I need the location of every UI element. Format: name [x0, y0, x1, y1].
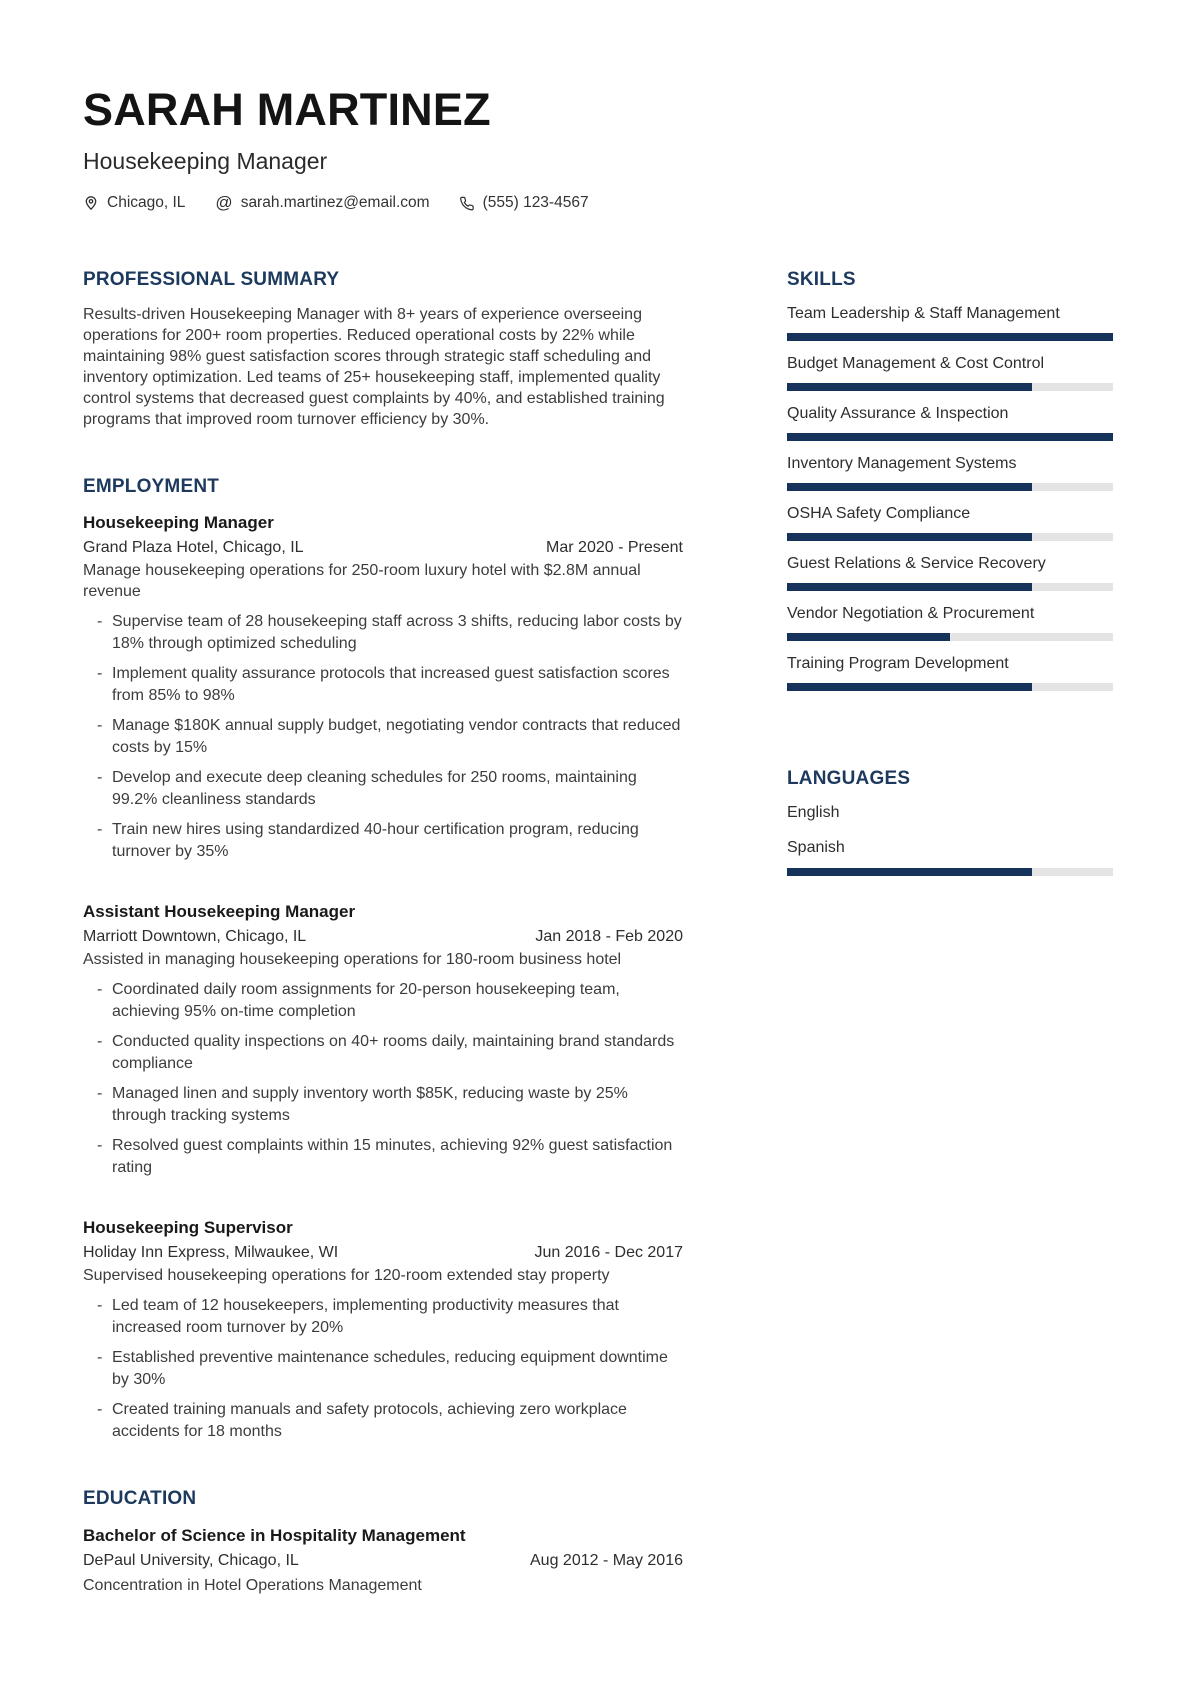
job-bullet: - Manage $180K annual supply budget, negotiating vendor contracts that reduced costs by 15% — [83, 715, 683, 758]
skill-bar-fill — [787, 583, 1032, 591]
skill-label: Inventory Management Systems — [787, 455, 1017, 473]
skill-bar-fill — [787, 483, 1032, 491]
degree-title: Bachelor of Science in Hospitality Management — [83, 1526, 466, 1546]
job-company: Holiday Inn Express, Milwaukee, WI — [83, 1244, 339, 1262]
skill-bar-track — [787, 533, 1113, 541]
job-meta-row — [83, 535, 683, 560]
skill-item — [787, 654, 1113, 691]
skill-bar-fill — [787, 433, 1113, 441]
language-bar-fill — [787, 868, 1032, 876]
skill-item — [787, 604, 1113, 641]
skill-item — [787, 404, 1113, 441]
job-bullet: - Created training manuals and safety protocols, achieving zero workplace accidents for 18 months — [83, 1399, 683, 1442]
job-bullet-list — [83, 979, 683, 1178]
education-note: Concentration in Hotel Operations Management — [83, 1577, 422, 1595]
education-dates: Aug 2012 - May 2016 — [530, 1552, 683, 1570]
skill-label: Quality Assurance & Inspection — [787, 405, 1009, 423]
left-column — [83, 269, 683, 1598]
skill-label: Guest Relations & Service Recovery — [787, 555, 1046, 573]
skill-item — [787, 454, 1113, 491]
job-description: Assisted in managing housekeeping operations for 180-room business hotel — [83, 951, 622, 969]
skills-heading: SKILLS — [787, 269, 856, 291]
phone-icon — [460, 196, 475, 211]
employment-heading: EMPLOYMENT — [83, 476, 220, 498]
job-entry — [83, 1216, 683, 1442]
job-meta-row — [83, 1240, 683, 1265]
contact-phone-text: (555) 123-4567 — [482, 194, 589, 212]
contact-location-text: Chicago, IL — [107, 194, 186, 212]
job-title: Housekeeping Supervisor — [83, 1218, 293, 1238]
job-dates: Mar 2020 - Present — [546, 539, 683, 557]
language-bar-track — [787, 868, 1113, 876]
skill-bar-fill — [787, 383, 1032, 391]
skill-bar-track — [787, 583, 1113, 591]
bullet-dash: - — [97, 1401, 103, 1419]
at-sign-icon: @ — [215, 193, 233, 213]
bullet-dash: - — [97, 717, 103, 735]
education-meta-row — [83, 1548, 683, 1573]
job-bullet: - Develop and execute deep cleaning schedules for 250 rooms, maintaining 99.2% cleanliness standards — [83, 767, 683, 810]
job-bullet: - Led team of 12 housekeepers, implementing productivity measures that increased room turnover by 20% — [83, 1295, 683, 1338]
skill-item — [787, 504, 1113, 541]
skill-bar-track — [787, 633, 1113, 641]
skill-label: OSHA Safety Compliance — [787, 505, 971, 523]
bullet-dash: - — [97, 769, 103, 787]
contact-email — [215, 193, 429, 213]
skill-label: Team Leadership & Staff Management — [787, 305, 1060, 323]
right-column — [787, 269, 1113, 1598]
summary-heading: PROFESSIONAL SUMMARY — [83, 269, 340, 291]
skill-label: Vendor Negotiation & Procurement — [787, 605, 1035, 623]
bullet-dash: - — [97, 613, 103, 631]
job-bullet: - Implement quality assurance protocols that increased guest satisfaction scores from 85% to 98% — [83, 663, 683, 706]
bullet-dash: - — [97, 981, 103, 999]
skill-bar-fill — [787, 533, 1032, 541]
job-description: Manage housekeeping operations for 250-room luxury hotel with $2.8M annual revenue — [83, 562, 641, 601]
bullet-dash: - — [97, 1085, 103, 1103]
job-entry — [83, 900, 683, 1178]
contact-email-text: sarah.martinez@email.com — [240, 194, 430, 212]
job-dates: Jun 2016 - Dec 2017 — [534, 1244, 683, 1262]
job-title: Assistant Housekeeping Manager — [83, 902, 356, 922]
languages-section — [787, 768, 1113, 876]
skill-label: Budget Management & Cost Control — [787, 355, 1045, 373]
job-title: Housekeeping Manager — [83, 513, 274, 533]
job-bullet-list — [83, 611, 683, 862]
employment-section — [83, 476, 683, 1442]
language-item — [787, 803, 1113, 823]
language-item — [787, 838, 1113, 876]
contact-phone — [460, 194, 589, 212]
skill-bar-track — [787, 433, 1113, 441]
resume-header — [83, 86, 1113, 213]
candidate-name: SARAH MARTINEZ — [83, 84, 491, 135]
languages-heading: LANGUAGES — [787, 768, 911, 790]
job-company: Grand Plaza Hotel, Chicago, IL — [83, 539, 304, 557]
job-dates: Jan 2018 - Feb 2020 — [535, 928, 683, 946]
skill-item — [787, 554, 1113, 591]
job-bullet: - Train new hires using standardized 40-hour certification program, reducing turnover by 35% — [83, 819, 683, 862]
skill-item — [787, 304, 1113, 341]
skill-bar-track — [787, 333, 1113, 341]
location-pin-icon — [83, 195, 99, 211]
skills-section — [787, 269, 1113, 691]
skill-item — [787, 354, 1113, 391]
job-bullet: - Conducted quality inspections on 40+ rooms daily, maintaining brand standards compliance — [83, 1031, 683, 1074]
contact-location — [83, 194, 185, 212]
job-meta-row — [83, 924, 683, 949]
skill-bar-fill — [787, 633, 950, 641]
education-section — [83, 1488, 683, 1598]
summary-section — [83, 269, 683, 430]
bullet-dash: - — [97, 1033, 103, 1051]
education-school: DePaul University, Chicago, IL — [83, 1552, 299, 1570]
job-bullet: - Established preventive maintenance schedules, reducing equipment downtime by 30% — [83, 1347, 683, 1390]
bullet-dash: - — [97, 1137, 103, 1155]
language-label: Spanish — [787, 839, 845, 857]
job-bullet: - Resolved guest complaints within 15 minutes, achieving 92% guest satisfaction rating — [83, 1135, 683, 1178]
candidate-job-title: Housekeeping Manager — [83, 148, 328, 175]
job-bullet: - Supervise team of 28 housekeeping staff across 3 shifts, reducing labor costs by 18% through optimized scheduling — [83, 611, 683, 654]
contact-row — [83, 193, 1113, 213]
skill-bar-track — [787, 483, 1113, 491]
bullet-dash: - — [97, 821, 103, 839]
bullet-dash: - — [97, 1349, 103, 1367]
skill-bar-track — [787, 383, 1113, 391]
skill-label: Training Program Development — [787, 655, 1009, 673]
job-entry — [83, 511, 683, 862]
skill-bar-fill — [787, 683, 1032, 691]
skill-bar-track — [787, 683, 1113, 691]
bullet-dash: - — [97, 1297, 103, 1315]
job-bullet: - Managed linen and supply inventory worth $85K, reducing waste by 25% through tracking systems — [83, 1083, 683, 1126]
bullet-dash: - — [97, 665, 103, 683]
resume-body — [83, 269, 1113, 1598]
skill-bar-fill — [787, 333, 1113, 341]
language-label: English — [787, 804, 840, 822]
job-company: Marriott Downtown, Chicago, IL — [83, 928, 307, 946]
job-description: Supervised housekeeping operations for 120-room extended stay property — [83, 1267, 610, 1285]
job-bullet: - Coordinated daily room assignments for 20-person housekeeping team, achieving 95% on-time completion — [83, 979, 683, 1022]
job-bullet-list — [83, 1295, 683, 1442]
education-heading: EDUCATION — [83, 1488, 197, 1510]
summary-text: Results-driven Housekeeping Manager with 8+ years of experience overseeing operations for 200+ room properties. Reduced operational costs by 22% while maintaining 98% guest satisfaction scores through strategic staff scheduling and inventory optimization. Led teams of 25+ housekeeping staff, implemented quality control systems that decreased guest complaints by 40%, and established training programs that improved room turnover efficiency by 30%. — [83, 306, 665, 429]
